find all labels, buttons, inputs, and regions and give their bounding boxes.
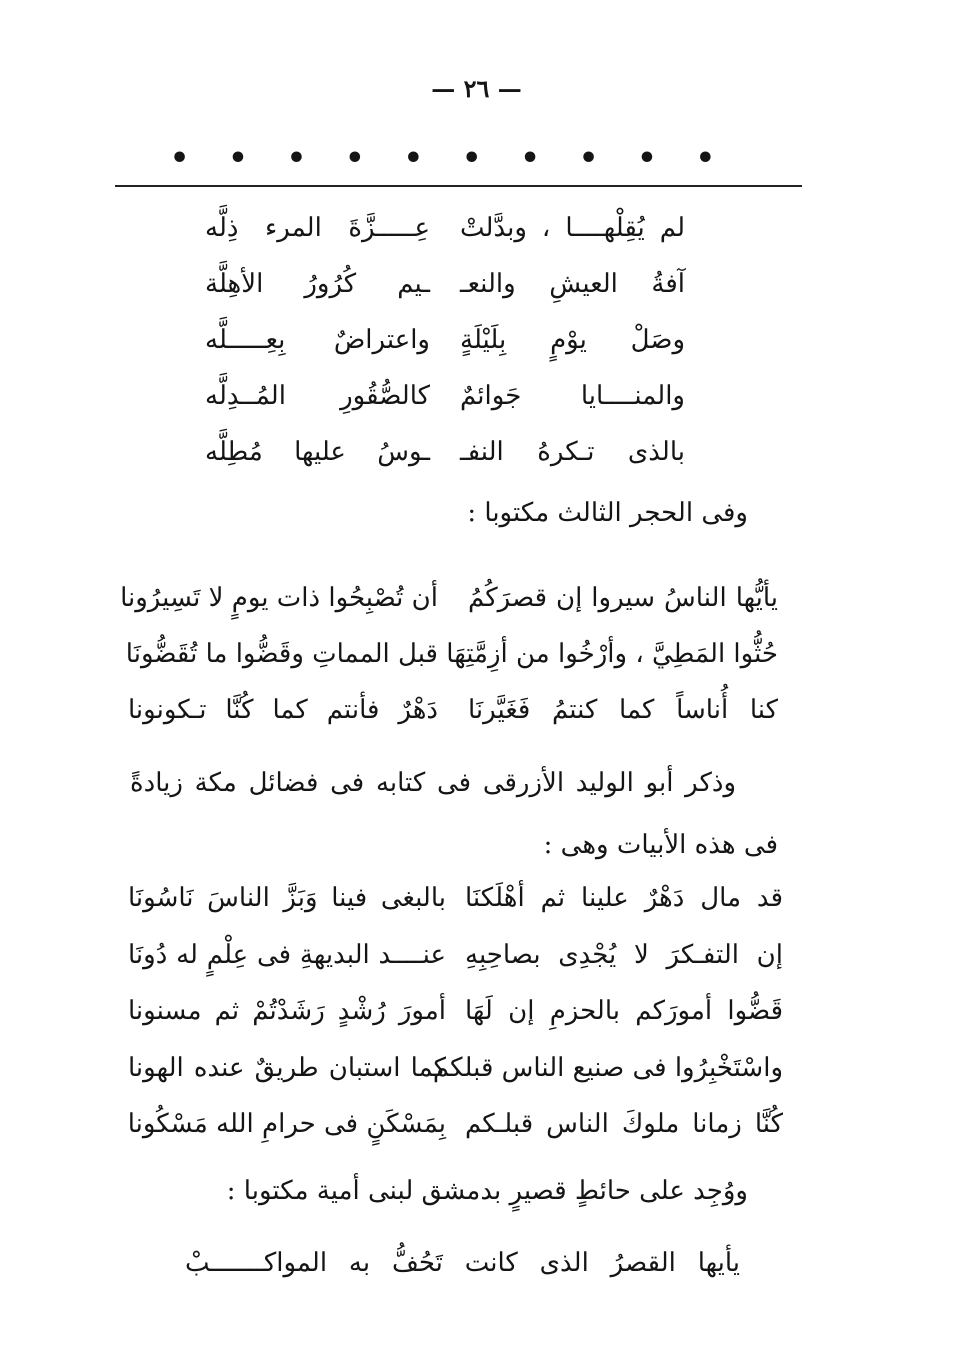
prose-paragraph: وذكر أبو الوليد الأزرقى فى كتابه فى فضائل مكة زيادةً فى هذه الأبيات وهى : [130, 768, 778, 860]
separator-dot: • [520, 141, 540, 176]
verse [128, 927, 783, 984]
first-hemistich: قَضُّوا أمورَكم بالحزمِ إن لَهَا [465, 996, 783, 1027]
poem-2 [120, 570, 778, 738]
first-hemistich: لم يُقِلْهــــا ، وبدَّلتْ [460, 213, 685, 243]
second-hemistich: دَهْرٌ فأنتم كما كُنَّا تـكونونا [128, 695, 438, 725]
verse [128, 1040, 783, 1097]
separator-dot: • [578, 141, 599, 176]
verse [128, 1096, 783, 1153]
second-hemistich: أن تُصْبِحُوا ذات يومٍ لا تَسِيرُونا [120, 583, 438, 613]
separator-dot: • [637, 141, 657, 176]
section-heading: ووُجِد على حائطٍ قصيرٍ بدمشق لبنى أمية مكتوبا : [226, 1176, 748, 1206]
verse [125, 626, 778, 682]
poem-1 [205, 200, 685, 480]
verse-line: يأيها القصرُ الذى كانت تَحُفُّ به المواكـــــــبْ [185, 1248, 740, 1278]
separator-dot: • [228, 141, 248, 176]
first-hemistich: والمنــــايا جَوائمٌ [460, 381, 685, 411]
first-hemistich: آفةُ العيشِ والنعـ [460, 269, 685, 299]
first-hemistich: يأيُّها الناسُ سيروا إن قصرَكُمُ [468, 583, 778, 613]
separator-dot: • [286, 141, 307, 176]
first-hemistich: قد مال دَهْرٌ علينا ثم أهْلَكنَا [465, 883, 783, 914]
second-hemistich: بالبغى فينا وَبَزَّ الناسَ نَاسُونَا [128, 883, 446, 914]
second-hemistich: أمورَ رُشْدٍ رَشَدْتُمْ ثم مسنونا [128, 996, 446, 1027]
first-hemistich: وصَلْ يوْمٍ بِلَيْلَةٍ [460, 325, 685, 355]
second-hemistich: كالصُّقُورِ المُــدِلَّه [205, 381, 430, 411]
horizontal-rule [115, 185, 802, 187]
verse [205, 424, 685, 480]
verse [205, 368, 685, 424]
second-hemistich: قبل المماتِ وقَضُّوا ما تُقَضُّونَا [125, 639, 438, 669]
first-hemistich: بالذى تـكرهُ النفـ [460, 437, 685, 467]
first-hemistich: إن التفـكرَ لا يُجْدِى بصاحِبِهِ [465, 939, 783, 970]
second-hemistich: بِمَسْكَنٍ فى حرامِ الله مَسْكُونا [127, 1109, 446, 1140]
verse [205, 256, 685, 312]
poem-3 [128, 870, 783, 1153]
first-hemistich: كُنَّا زمانا ملوكَ الناس قبلـكم [465, 1109, 783, 1140]
second-hemistich: ـيم كُرُورُ الأهِلَّة [205, 269, 430, 299]
second-hemistich: واعتراضٌ بِعِـــــلَّه [205, 325, 430, 355]
verse [128, 682, 778, 738]
second-hemistich: عنــــد البديهةِ فى عِلْمٍ له دُونَا [128, 939, 446, 970]
verse [128, 870, 783, 927]
separator-dots [170, 141, 715, 176]
second-hemistich: عِـــــزَّةَ المرء ذِلَّه [205, 213, 430, 243]
first-hemistich: حُثُّوا المَطِيَّ ، وأرْخُوا من أزِمَّتِهَا [446, 639, 778, 669]
verse [128, 983, 783, 1040]
separator-dot: • [170, 141, 190, 176]
verse [120, 570, 778, 626]
verse [205, 312, 685, 368]
first-hemistich: كنا أُناساً كما كنتمُ فَغَيَّرنَا [468, 695, 778, 725]
separator-dot: • [695, 141, 715, 176]
separator-dot: • [462, 141, 482, 176]
page-number: — ٢٦ — [431, 74, 522, 103]
separator-dot: • [403, 141, 423, 176]
verse [205, 200, 685, 256]
first-hemistich: واسْتَخْبِرُوا فى صنيع الناس قبلكم [432, 1052, 783, 1083]
separator-dot: • [345, 141, 365, 176]
second-hemistich: كما استبان طريقٌ عنده الهونا [128, 1052, 446, 1083]
section-heading: وفى الحجر الثالث مكتوبا : [467, 498, 748, 528]
second-hemistich: ـوسُ عليها مُطِلَّه [205, 437, 430, 467]
